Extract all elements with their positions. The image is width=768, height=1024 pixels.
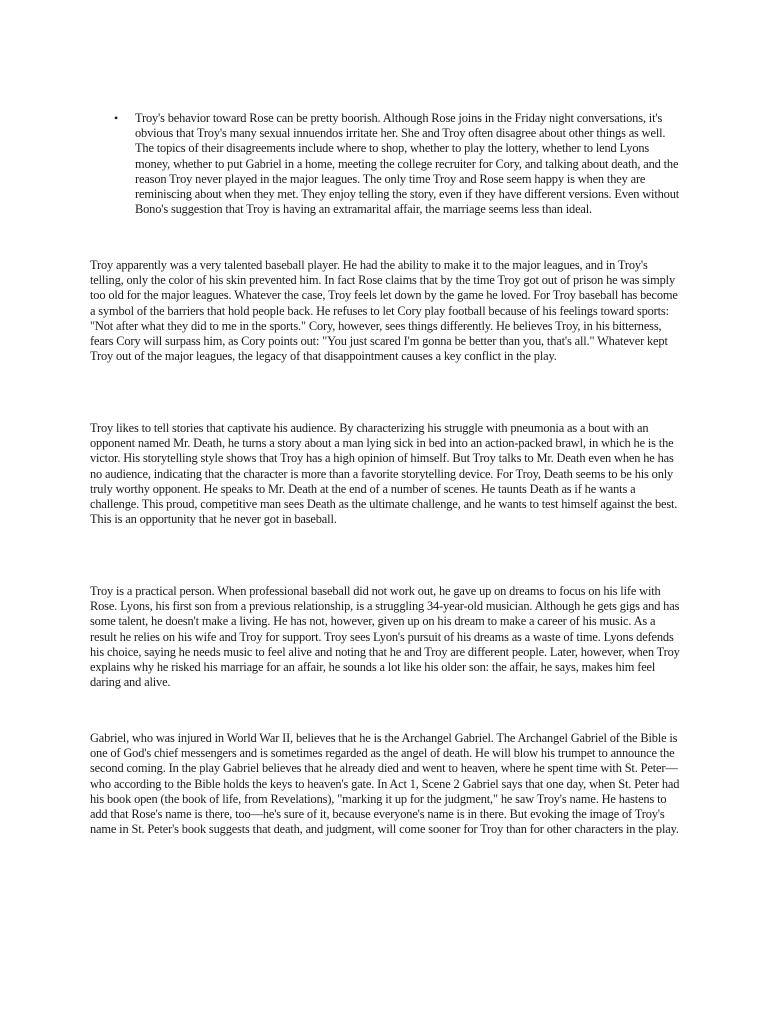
paragraph-practical: Troy is a practical person. When professional baseball did not work out, he gave up on dreams to focus on his life with Rose. Lyons, his first son from a previous relationship, is a struggling 34-year-old musician. Although he gets gigs and has some talent, he doesn't make a living. He has not, however, given up on his dream to make a career of his music. As a result he relies on his wife and Troy for support. Troy sees Lyon's pursuit of his dreams as a waste of time. Lyons defends his choice, saying he needs music to feel alive and noting that he and Troy are different people. Later, however, when Troy explains why he risked his marriage for an affair, he sounds a lot like his older son: the affair, he says, makes him feel daring and alive. — [90, 584, 680, 690]
bullet-list-item — [108, 111, 688, 217]
bullet-dot-icon: • — [114, 111, 119, 125]
paragraph-gabriel: Gabriel, who was injured in World War II, believes that he is the Archangel Gabriel. The Archangel Gabriel of the Bible is one of God's chief messengers and is sometimes regarded as the angel of death. He will blow his trumpet to announce the second coming. In the play Gabriel believes that he already died and went to heaven, where he spent time with St. Peter—who according to the Bible holds the keys to heaven's gate. In Act 1, Scene 2 Gabriel says that one day, when St. Peter had his book open (the book of life, from Revelations), "marking it up for the judgment," he saw Troy's name. He hastens to add that Rose's name is there, too—he's sure of it, because everyone's name is in there. But evoking the image of Troy's name in St. Peter's book suggests that death, and judgment, will come sooner for Troy than for other characters in the play. — [90, 731, 680, 837]
bullet-paragraph: Troy's behavior toward Rose can be pretty boorish. Although Rose joins in the Friday night conversations, it's obvious that Troy's many sexual innuendos irritate her. She and Troy often disagree about other things as well. The topics of their disagreements include where to shop, whether to play the lottery, whether to lend Lyons money, whether to put Gabriel in a home, meeting the college recruiter for Cory, and talking about death, and the reason Troy never played in the major leagues. The only time Troy and Rose seem happy is when they are reminiscing about when they met. They enjoy telling the story, even if they have different versions. Even without Bono's suggestion that Troy is having an extramarital affair, the marriage seems less than ideal. — [135, 111, 680, 217]
paragraph-storytelling: Troy likes to tell stories that captivate his audience. By characterizing his struggle with pneumonia as a bout with an opponent named Mr. Death, he turns a story about a man lying sick in bed into an action-packed brawl, in which he is the victor. His storytelling style shows that Troy has a high opinion of himself. But Troy talks to Mr. Death even when he has no audience, indicating that the character is more than a favorite storytelling device. For Troy, Death seems to be his only truly worthy opponent. He speaks to Mr. Death at the end of a number of scenes. He taunts Death as if he wants a challenge. This proud, competitive man sees Death as the ultimate challenge, and he wants to test himself against the best. This is an opportunity that he never got in baseball. — [90, 421, 678, 527]
paragraph-baseball: Troy apparently was a very talented baseball player. He had the ability to make it to the major leagues, and in Troy's telling, only the color of his skin prevented him. In fact Rose claims that by the time Troy got out of prison he was simply too old for the major leagues. Whatever the case, Troy feels let down by the game he loved. For Troy baseball has become a symbol of the barriers that hold people back. He refuses to let Cory play football because of his feelings toward sports: "Not after what they did to me in the sports." Cory, however, sees things differently. He believes Troy, in his bitterness, fears Cory will surpass him, as Cory points out: "You just scared I'm gonna be better than you, that's all." Whatever kept Troy out of the major leagues, the legacy of that disappointment causes a key conflict in the play. — [90, 258, 678, 364]
